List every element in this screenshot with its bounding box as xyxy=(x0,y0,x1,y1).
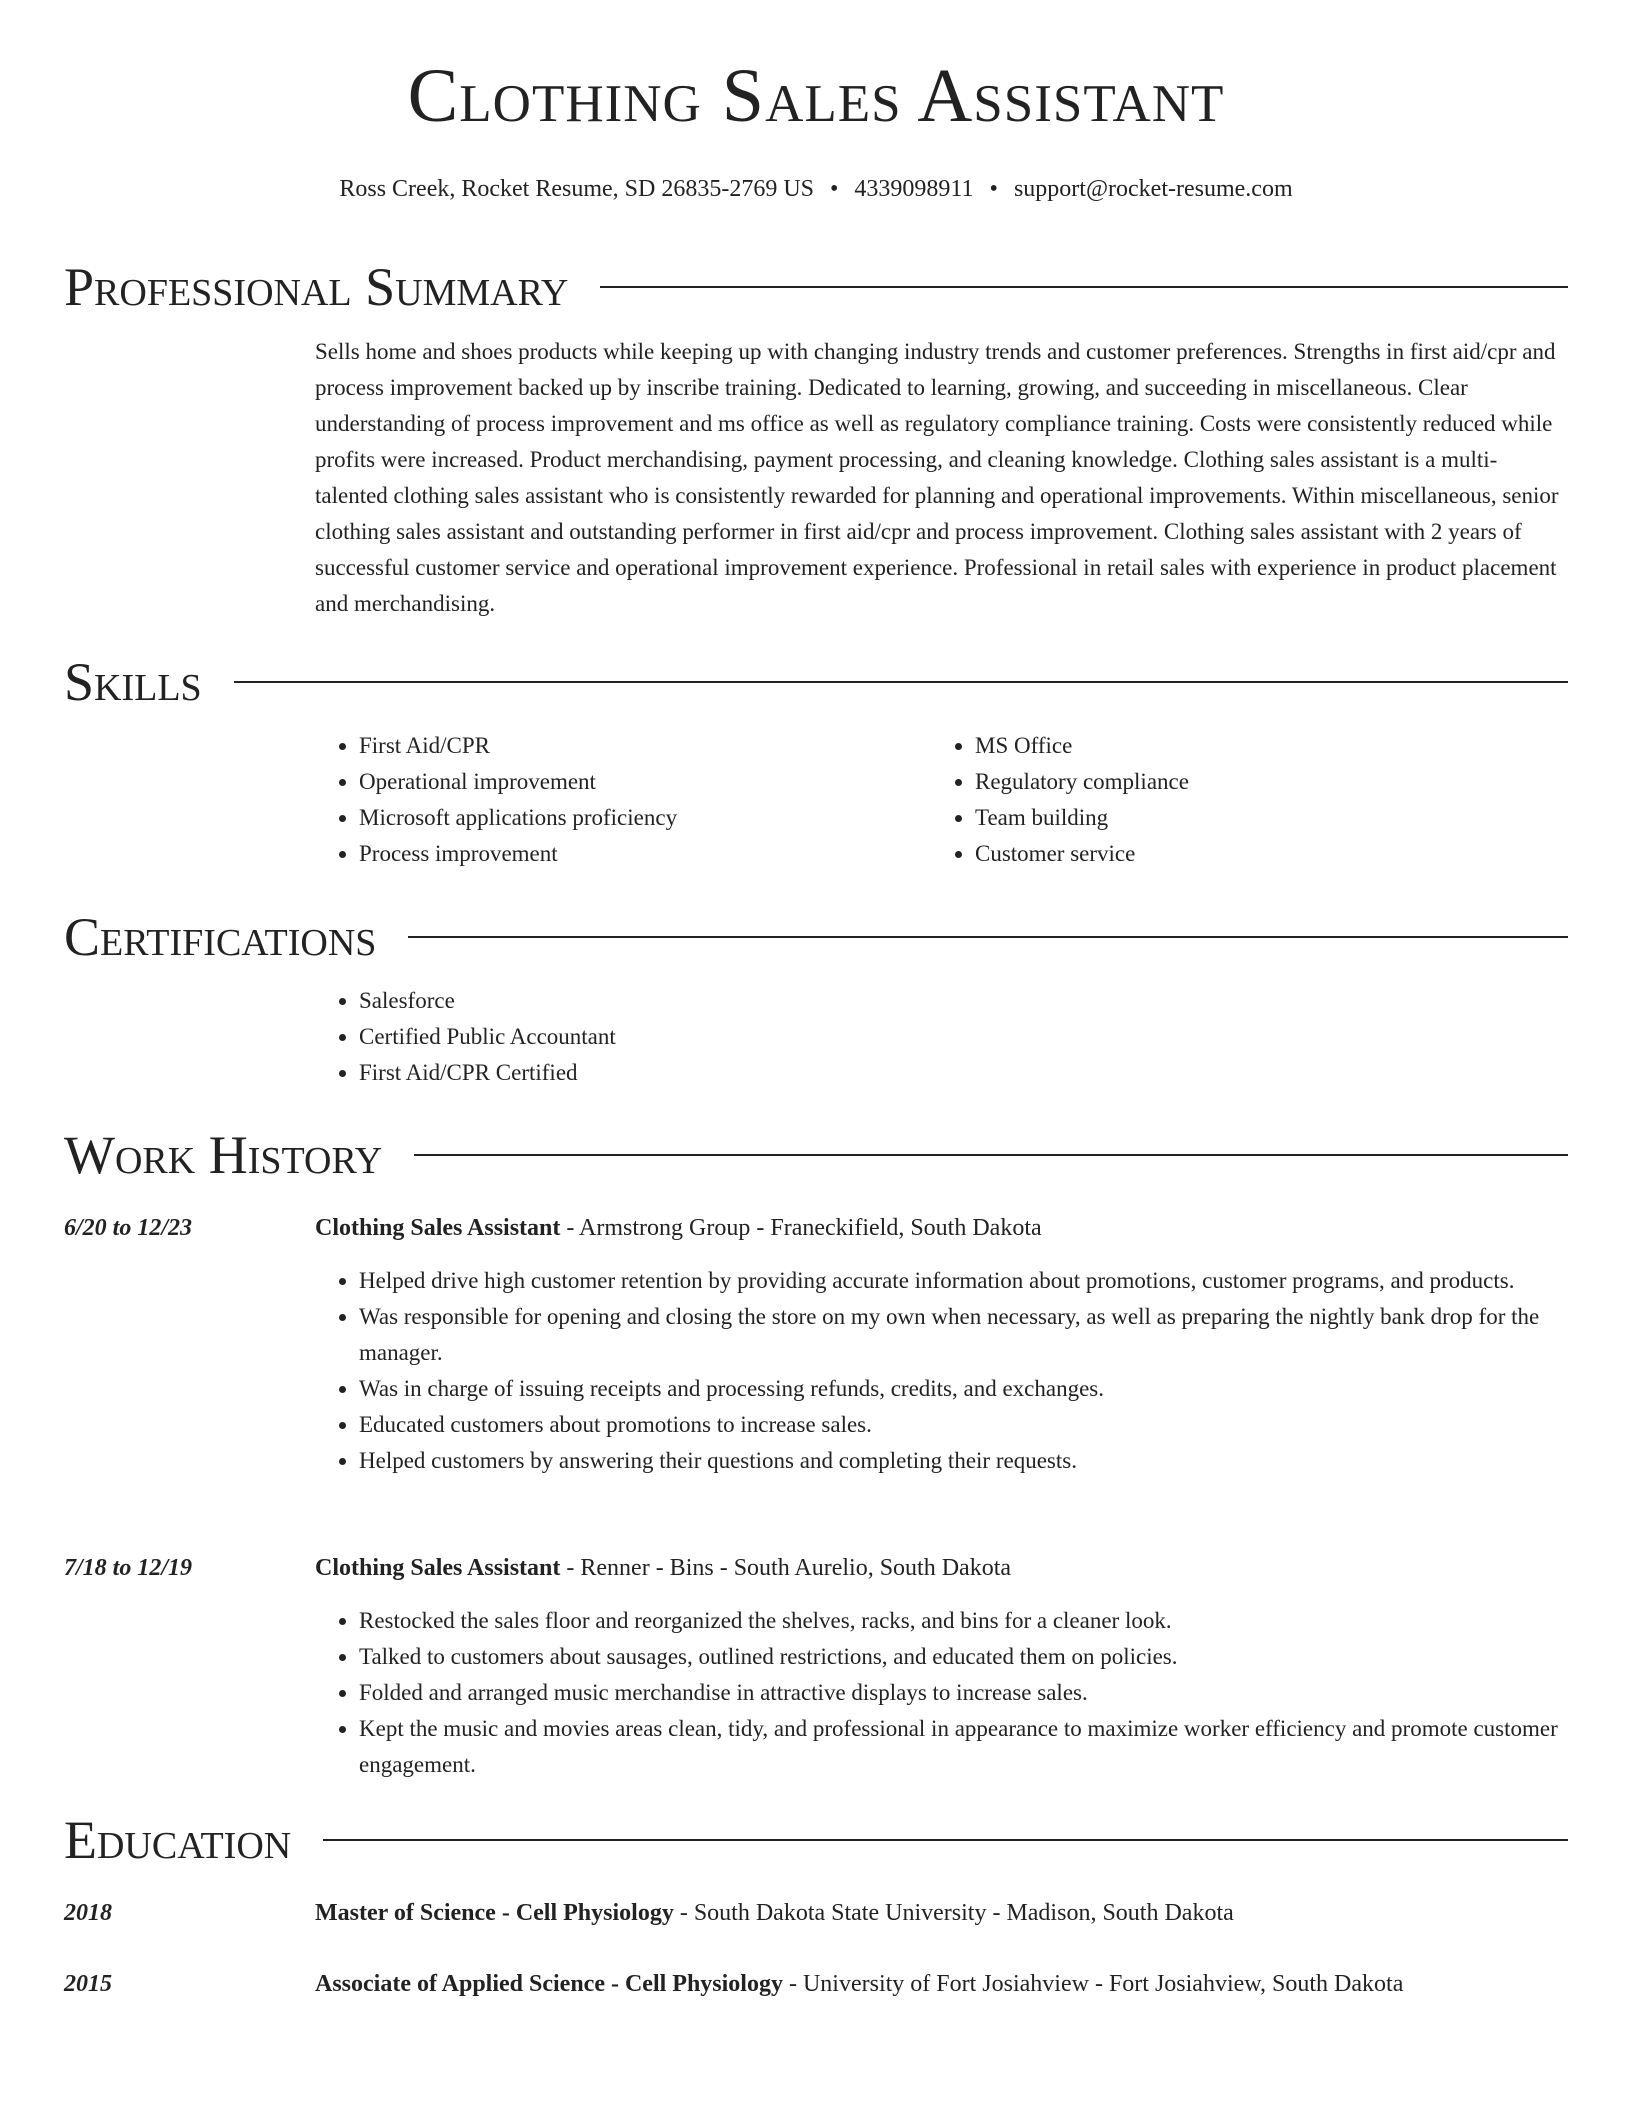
skills-list-right xyxy=(931,728,1547,872)
job-bullet: • Folded and arranged music merchandise in attractive displays to increase sales. xyxy=(359,1675,1568,1711)
contact-separator: • xyxy=(989,176,998,202)
skill-item: • Regulatory compliance xyxy=(975,764,1547,800)
job-bullets xyxy=(315,1603,1568,1783)
summary-section-header xyxy=(64,257,1568,317)
job-bullet: • Helped customers by answering their questions and completing their requests. xyxy=(359,1443,1568,1479)
section-divider xyxy=(600,286,1568,288)
skill-item: • Process improvement xyxy=(359,836,931,872)
skill-item: • Customer service xyxy=(975,836,1547,872)
summary-body xyxy=(315,334,1568,622)
job-bullet: • Was responsible for opening and closing the store on my own when necessary, as well as preparing the nightly bank drop for the manager. xyxy=(359,1299,1568,1371)
contact-phone: 4339098911 xyxy=(854,176,974,202)
education-details: - South Dakota State University - Madison, South Dakota xyxy=(673,1900,1234,1926)
skill-item: • Team building xyxy=(975,800,1547,836)
skill-item: • Operational improvement xyxy=(359,764,931,800)
education-year: 2015 xyxy=(64,1971,112,1997)
contact-line xyxy=(64,175,1568,204)
job-details: - Armstrong Group - Franeckifield, South Dakota xyxy=(560,1215,1042,1241)
job-bullet: • Kept the music and movies areas clean, tidy, and professional in appearance to maximize worker efficiency and promote customer engagement. xyxy=(359,1711,1568,1783)
summary-text: Sells home and shoes products while keeping up with changing industry trends and customer preferences. Strengths in first aid/cpr and process improvement backed up by inscribe training. Dedicated to learning, growing, and succeeding in miscellaneous. Clear understanding of process improvement and ms office as well as regulatory compliance training. Costs were consistently reduced while profits were increased. Product merchandising, payment processing, and cleaning knowledge. Clothing sales assistant is a multi-talented clothing sales assistant who is consistently rewarded for planning and operational improvements. Within miscellaneous, senior clothing sales assistant and outstanding performer in first aid/cpr and process improvement. Clothing sales assistant with 2 years of successful customer service and operational improvement experience. Professional in retail sales with experience in product placement and merchandising. xyxy=(315,339,1559,616)
education-line xyxy=(315,1895,1568,1931)
work-section-title: Work History xyxy=(64,1125,383,1185)
certification-item: • Salesforce xyxy=(359,983,1568,1019)
certifications-body xyxy=(315,983,1568,1091)
contact-email: support@rocket-resume.com xyxy=(1013,176,1293,202)
section-divider xyxy=(234,681,1568,683)
work-section-header xyxy=(64,1125,1568,1185)
contact-separator: • xyxy=(830,176,839,202)
certifications-list xyxy=(315,983,1568,1091)
job-dates: 7/18 to 12/19 xyxy=(64,1555,193,1581)
job-bullet: • Restocked the sales floor and reorganized the shelves, racks, and bins for a cleaner look. xyxy=(359,1603,1568,1639)
certifications-section-title: Certifications xyxy=(64,907,377,967)
job-bullet: • Was in charge of issuing receipts and processing refunds, credits, and exchanges. xyxy=(359,1371,1568,1407)
education-section-header xyxy=(64,1810,1568,1870)
summary-section-title: Professional Summary xyxy=(64,257,569,317)
job-dates: 6/20 to 12/23 xyxy=(64,1215,193,1241)
section-divider xyxy=(414,1154,1568,1156)
job-title-line xyxy=(315,1550,1568,1586)
education-section-title: Education xyxy=(64,1810,292,1870)
resume-name: Clothing Sales Assistant xyxy=(407,54,1225,138)
job-role: Clothing Sales Assistant xyxy=(315,1555,561,1581)
certification-item: • Certified Public Accountant xyxy=(359,1019,1568,1055)
education-degree: Associate of Applied Science - Cell Physiology xyxy=(315,1971,783,1997)
education-line xyxy=(315,1966,1568,2002)
certification-item: • First Aid/CPR Certified xyxy=(359,1055,1568,1091)
job-bullets xyxy=(315,1263,1568,1479)
skills-body xyxy=(315,728,1568,872)
job-bullet: • Talked to customers about sausages, outlined restrictions, and educated them on policies. xyxy=(359,1639,1568,1675)
job-title-line xyxy=(315,1210,1568,1246)
education-details: - University of Fort Josiahview - Fort Josiahview, South Dakota xyxy=(782,1971,1404,1997)
certifications-section-header xyxy=(64,907,1568,967)
section-divider xyxy=(323,1839,1568,1841)
job-bullet: • Helped drive high customer retention by providing accurate information about promotions, customer programs, and products. xyxy=(359,1263,1568,1299)
skills-section-title: Skills xyxy=(64,652,202,712)
education-year: 2018 xyxy=(64,1900,112,1926)
skill-item: • Microsoft applications proficiency xyxy=(359,800,931,836)
job-role: Clothing Sales Assistant xyxy=(315,1215,561,1241)
section-divider xyxy=(408,936,1568,938)
skills-section-header xyxy=(64,652,1568,712)
job-details: - Renner - Bins - South Aurelio, South Dakota xyxy=(560,1555,1012,1581)
skill-item: • MS Office xyxy=(975,728,1547,764)
education-degree: Master of Science - Cell Physiology xyxy=(315,1900,674,1926)
skills-list-left xyxy=(315,728,931,872)
skills-grid xyxy=(315,728,1568,872)
contact-address: Ross Creek, Rocket Resume, SD 26835-2769 US xyxy=(339,176,815,202)
job-bullet: • Educated customers about promotions to increase sales. xyxy=(359,1407,1568,1443)
skill-item: • First Aid/CPR xyxy=(359,728,931,764)
